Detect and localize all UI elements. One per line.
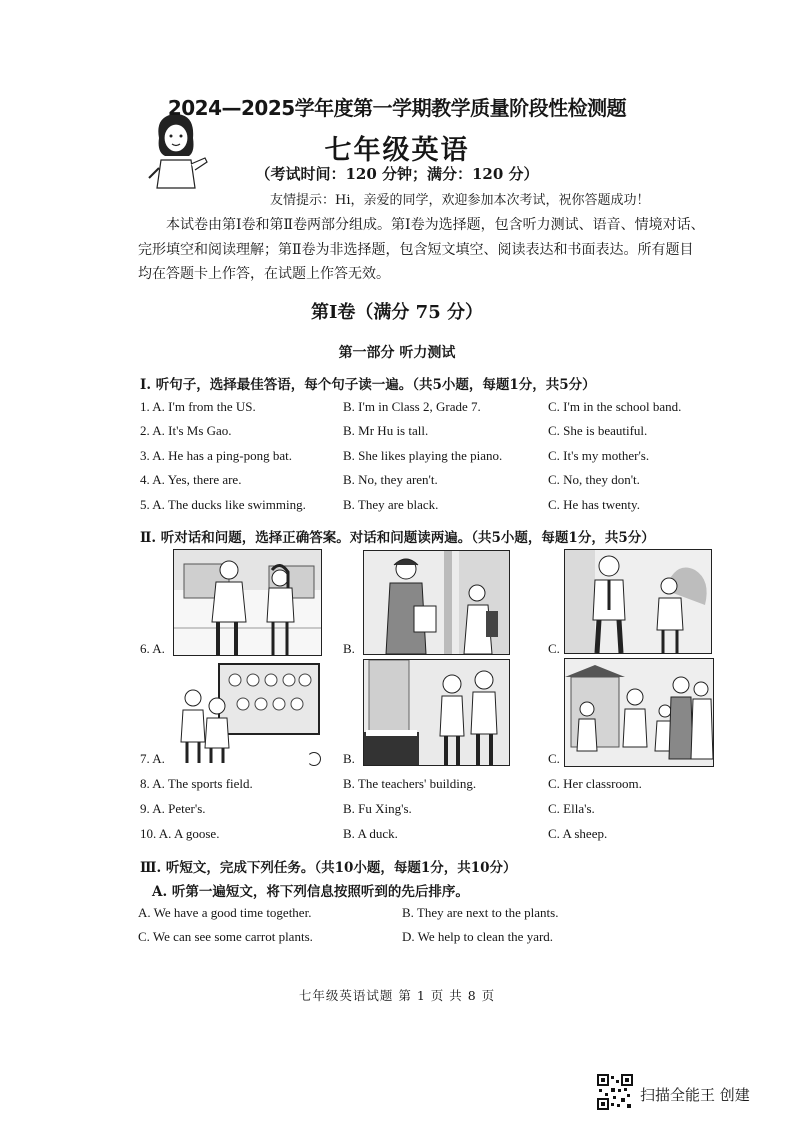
- exam-title: 2024—2025学年度第一学期教学质量阶段性检测题: [167, 96, 627, 120]
- q7-label-c: C.: [548, 751, 560, 766]
- section2-heading: Ⅱ. 听对话和问题，选择正确答案。对话和问题读两遍。（共5小题，每题1分，共5分）: [140, 530, 655, 546]
- q3-option-b: B. She likes playing the piano.: [343, 448, 503, 463]
- q6-picture-a: [173, 549, 322, 656]
- s3-option-a: A. We have a good time together.: [138, 905, 312, 920]
- q9-option-c: C. Ella's.: [548, 801, 595, 816]
- q2-option-b: B. Mr Hu is tall.: [343, 423, 429, 438]
- exam-info: （考试时间：120 分钟；满分：120 分）: [255, 165, 539, 183]
- qr-code-icon: [597, 1074, 633, 1110]
- section3-heading: Ⅲ. 听短文，完成下列任务。（共10小题，每题1分，共10分）: [140, 860, 517, 876]
- q6-picture-c: [564, 549, 712, 654]
- q1-option-a: 1. A. I'm from the US.: [140, 399, 256, 414]
- s3-option-c: C. We can see some carrot plants.: [138, 929, 313, 944]
- q4-option-c: C. No, they don't.: [548, 472, 640, 487]
- friendly-tip: 友情提示：Hi，亲爱的同学，欢迎参加本次考试，祝你答题成功！: [270, 193, 650, 208]
- q8-option-b: B. The teachers' building.: [343, 776, 477, 791]
- page-footer: 七年级英语试题 第 1 页 共 8 页: [298, 988, 496, 1003]
- q2-option-c: C. She is beautiful.: [548, 423, 648, 438]
- q10-option-c: C. A sheep.: [548, 826, 608, 841]
- q1-option-b: B. I'm in Class 2, Grade 7.: [343, 399, 481, 414]
- q3-option-a: 3. A. He has a ping-pong bat.: [140, 448, 293, 463]
- scanner-watermark: 扫描全能王 创建: [640, 1086, 750, 1104]
- q5-option-b: B. They are black.: [343, 497, 439, 512]
- exam-intro: 本试卷由第Ⅰ卷和第Ⅱ卷两部分组成。第Ⅰ卷为选择题，包含听力测试、语音、情境对话、完形填空和阅读理解；第Ⅱ卷为非选择题，包含短文填空、阅读表达和书面表达。所有题目均在答题卡上作答，在试题上作答无效。: [138, 217, 705, 282]
- q3-option-c: C. It's my mother's.: [548, 448, 650, 463]
- q7-label-b: B.: [343, 751, 355, 766]
- subject-title: 七年级英语: [324, 135, 470, 166]
- q7-picture-b: [363, 659, 510, 766]
- q8-option-c: C. Her classroom.: [548, 776, 642, 791]
- q10-option-b: B. A duck.: [343, 826, 398, 841]
- q1-option-c: C. I'm in the school band.: [548, 399, 682, 414]
- q2-option-a: 2. A. It's Ms Gao.: [140, 423, 232, 438]
- q9-option-a: 9. A. Peter's.: [140, 801, 206, 816]
- q9-option-b: B. Fu Xing's.: [343, 801, 412, 816]
- q7-picture-a: [173, 660, 321, 763]
- q6-label-b: B.: [343, 641, 355, 656]
- q5-option-c: C. He has twenty.: [548, 497, 640, 512]
- s3-option-b: B. They are next to the plants.: [402, 905, 559, 920]
- section3-task-a: A. 听第一遍短文，将下列信息按照听到的先后排序。: [152, 884, 469, 900]
- s3-option-d: D. We help to clean the yard.: [402, 929, 554, 944]
- q4-option-a: 4. A. Yes, there are.: [140, 472, 242, 487]
- q4-option-b: B. No, they aren't.: [343, 472, 438, 487]
- scan-mark-icon: [307, 752, 321, 766]
- q8-option-a: 8. A. The sports field.: [140, 776, 253, 791]
- q6-label-c: C.: [548, 641, 560, 656]
- q6-label-a: 6. A.: [140, 641, 165, 656]
- q6-picture-b: [363, 550, 510, 655]
- q7-picture-c: [564, 658, 714, 767]
- part-heading: 第一部分 听力测试: [338, 345, 456, 361]
- q7-label-a: 7. A.: [140, 751, 165, 766]
- section1-heading: Ⅰ. 听句子，选择最佳答语，每个句子读一遍。（共5小题，每题1分，共5分）: [140, 377, 596, 393]
- q5-option-a: 5. A. The ducks like swimming.: [140, 497, 306, 512]
- volume-heading: 第Ⅰ卷（满分 75 分）: [310, 302, 483, 323]
- q10-option-a: 10. A. A goose.: [140, 826, 220, 841]
